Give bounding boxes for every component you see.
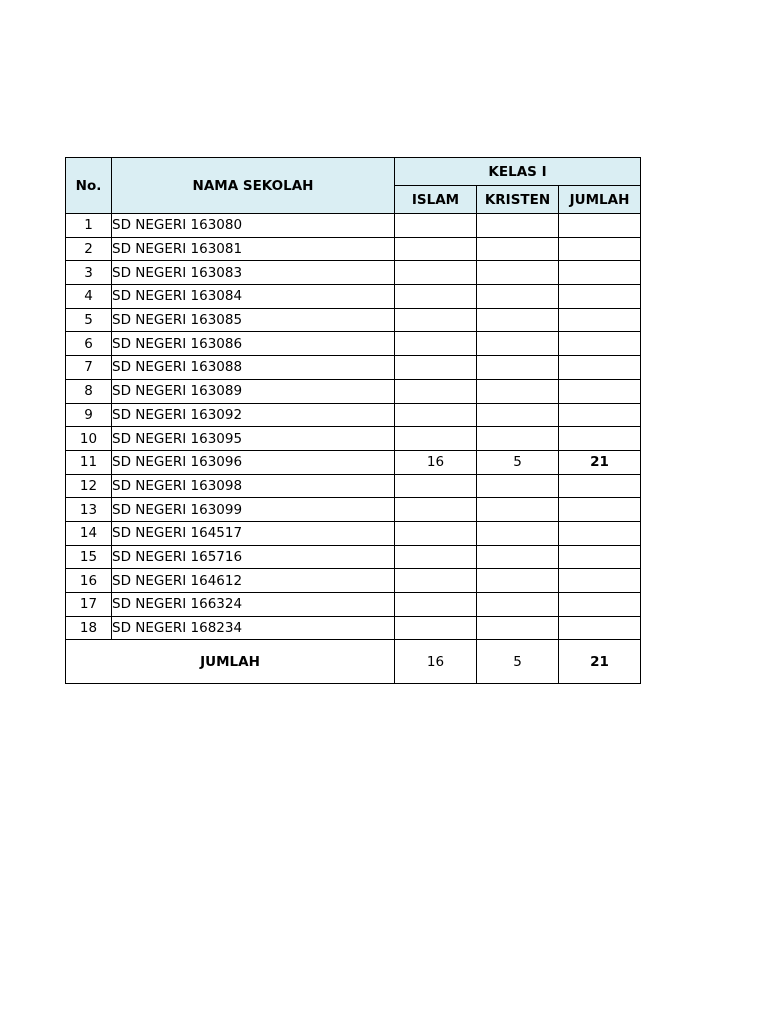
row-school-name-cell[interactable]: SD NEGERI 164612 — [112, 569, 395, 593]
row-no-cell[interactable]: 1 — [66, 214, 112, 238]
row-jumlah-cell[interactable] — [559, 308, 641, 332]
row-kristen-cell[interactable] — [477, 616, 559, 640]
header-no[interactable]: No. — [66, 158, 112, 214]
row-no-cell[interactable]: 3 — [66, 261, 112, 285]
row-kristen-cell[interactable] — [477, 379, 559, 403]
table-row — [66, 569, 641, 593]
row-no-cell[interactable]: 9 — [66, 403, 112, 427]
row-islam-cell[interactable]: 16 — [395, 450, 477, 474]
row-jumlah-cell[interactable] — [559, 616, 641, 640]
row-kristen-cell[interactable] — [477, 569, 559, 593]
row-kristen-cell[interactable] — [477, 285, 559, 309]
table-row — [66, 498, 641, 522]
row-no-cell[interactable]: 17 — [66, 593, 112, 617]
row-kristen-cell[interactable] — [477, 308, 559, 332]
row-school-name-cell[interactable]: SD NEGERI 163098 — [112, 474, 395, 498]
row-islam-cell[interactable] — [395, 569, 477, 593]
table-row — [66, 545, 641, 569]
row-jumlah-cell[interactable]: 21 — [559, 450, 641, 474]
table-row — [66, 237, 641, 261]
table-row — [66, 379, 641, 403]
row-school-name-cell[interactable]: SD NEGERI 163085 — [112, 308, 395, 332]
row-no-cell[interactable]: 6 — [66, 332, 112, 356]
table-row — [66, 593, 641, 617]
row-jumlah-cell[interactable] — [559, 474, 641, 498]
row-jumlah-cell[interactable] — [559, 569, 641, 593]
header-kelas-group[interactable]: KELAS I — [395, 158, 641, 186]
row-jumlah-cell[interactable] — [559, 237, 641, 261]
row-islam-cell[interactable] — [395, 474, 477, 498]
table-row — [66, 616, 641, 640]
header-row-top — [66, 158, 641, 186]
header-islam[interactable]: ISLAM — [395, 186, 477, 214]
row-kristen-cell[interactable] — [477, 545, 559, 569]
table-row — [66, 214, 641, 238]
row-islam-cell[interactable] — [395, 261, 477, 285]
row-no-cell[interactable]: 10 — [66, 427, 112, 451]
row-islam-cell[interactable] — [395, 356, 477, 380]
row-islam-cell[interactable] — [395, 593, 477, 617]
row-jumlah-cell[interactable] — [559, 214, 641, 238]
row-kristen-cell[interactable] — [477, 403, 559, 427]
row-jumlah-cell[interactable] — [559, 593, 641, 617]
row-school-name-cell[interactable]: SD NEGERI 163080 — [112, 214, 395, 238]
row-school-name-cell[interactable]: SD NEGERI 163089 — [112, 379, 395, 403]
row-no-cell[interactable]: 12 — [66, 474, 112, 498]
table-body — [66, 214, 641, 640]
table-row — [66, 450, 641, 474]
school-class-table — [65, 157, 641, 684]
row-kristen-cell[interactable] — [477, 356, 559, 380]
row-kristen-cell[interactable] — [477, 214, 559, 238]
table-row — [66, 403, 641, 427]
row-no-cell[interactable]: 16 — [66, 569, 112, 593]
row-islam-cell[interactable] — [395, 308, 477, 332]
row-islam-cell[interactable] — [395, 545, 477, 569]
row-school-name-cell[interactable]: SD NEGERI 164517 — [112, 521, 395, 545]
row-kristen-cell[interactable] — [477, 332, 559, 356]
row-jumlah-cell[interactable] — [559, 261, 641, 285]
row-islam-cell[interactable] — [395, 616, 477, 640]
row-school-name-cell[interactable]: SD NEGERI 163084 — [112, 285, 395, 309]
row-jumlah-cell[interactable] — [559, 545, 641, 569]
row-no-cell[interactable]: 7 — [66, 356, 112, 380]
row-no-cell[interactable]: 15 — [66, 545, 112, 569]
row-islam-cell[interactable] — [395, 332, 477, 356]
row-no-cell[interactable]: 2 — [66, 237, 112, 261]
row-no-cell[interactable]: 14 — [66, 521, 112, 545]
row-islam-cell[interactable] — [395, 498, 477, 522]
row-islam-cell[interactable] — [395, 237, 477, 261]
row-no-cell[interactable]: 4 — [66, 285, 112, 309]
total-label-cell[interactable]: JUMLAH — [66, 640, 395, 684]
row-jumlah-cell[interactable] — [559, 403, 641, 427]
row-no-cell[interactable]: 18 — [66, 616, 112, 640]
table-row — [66, 332, 641, 356]
row-school-name-cell[interactable]: SD NEGERI 163096 — [112, 450, 395, 474]
row-kristen-cell[interactable] — [477, 498, 559, 522]
row-islam-cell[interactable] — [395, 403, 477, 427]
row-school-name-cell[interactable]: SD NEGERI 168234 — [112, 616, 395, 640]
row-school-name-cell[interactable]: SD NEGERI 163092 — [112, 403, 395, 427]
row-no-cell[interactable]: 8 — [66, 379, 112, 403]
row-jumlah-cell[interactable] — [559, 285, 641, 309]
table-row — [66, 521, 641, 545]
row-no-cell[interactable]: 11 — [66, 450, 112, 474]
total-jumlah-cell[interactable]: 21 — [559, 640, 641, 684]
total-islam-cell[interactable]: 16 — [395, 640, 477, 684]
table-row — [66, 308, 641, 332]
table-row — [66, 474, 641, 498]
table-row — [66, 261, 641, 285]
row-jumlah-cell[interactable] — [559, 427, 641, 451]
row-school-name-cell[interactable]: SD NEGERI 163083 — [112, 261, 395, 285]
row-kristen-cell[interactable] — [477, 237, 559, 261]
row-islam-cell[interactable] — [395, 379, 477, 403]
row-jumlah-cell[interactable] — [559, 332, 641, 356]
total-kristen-cell[interactable]: 5 — [477, 640, 559, 684]
row-school-name-cell[interactable]: SD NEGERI 163088 — [112, 356, 395, 380]
row-kristen-cell[interactable] — [477, 593, 559, 617]
table-row — [66, 427, 641, 451]
row-islam-cell[interactable] — [395, 214, 477, 238]
header-jumlah[interactable]: JUMLAH — [559, 186, 641, 214]
table-row — [66, 285, 641, 309]
row-islam-cell[interactable] — [395, 521, 477, 545]
row-no-cell[interactable]: 5 — [66, 308, 112, 332]
table-row — [66, 356, 641, 380]
row-islam-cell[interactable] — [395, 285, 477, 309]
row-jumlah-cell[interactable] — [559, 498, 641, 522]
header-nama-sekolah[interactable]: NAMA SEKOLAH — [112, 158, 395, 214]
row-kristen-cell[interactable]: 5 — [477, 450, 559, 474]
row-jumlah-cell[interactable] — [559, 521, 641, 545]
row-jumlah-cell[interactable] — [559, 356, 641, 380]
header-kristen[interactable]: KRISTEN — [477, 186, 559, 214]
row-school-name-cell[interactable]: SD NEGERI 163081 — [112, 237, 395, 261]
row-kristen-cell[interactable] — [477, 261, 559, 285]
row-kristen-cell[interactable] — [477, 474, 559, 498]
row-school-name-cell[interactable]: SD NEGERI 166324 — [112, 593, 395, 617]
row-school-name-cell[interactable]: SD NEGERI 163095 — [112, 427, 395, 451]
row-no-cell[interactable]: 13 — [66, 498, 112, 522]
row-islam-cell[interactable] — [395, 427, 477, 451]
row-school-name-cell[interactable]: SD NEGERI 163099 — [112, 498, 395, 522]
row-kristen-cell[interactable] — [477, 521, 559, 545]
row-school-name-cell[interactable]: SD NEGERI 165716 — [112, 545, 395, 569]
total-row — [66, 640, 641, 684]
row-kristen-cell[interactable] — [477, 427, 559, 451]
row-school-name-cell[interactable]: SD NEGERI 163086 — [112, 332, 395, 356]
row-jumlah-cell[interactable] — [559, 379, 641, 403]
